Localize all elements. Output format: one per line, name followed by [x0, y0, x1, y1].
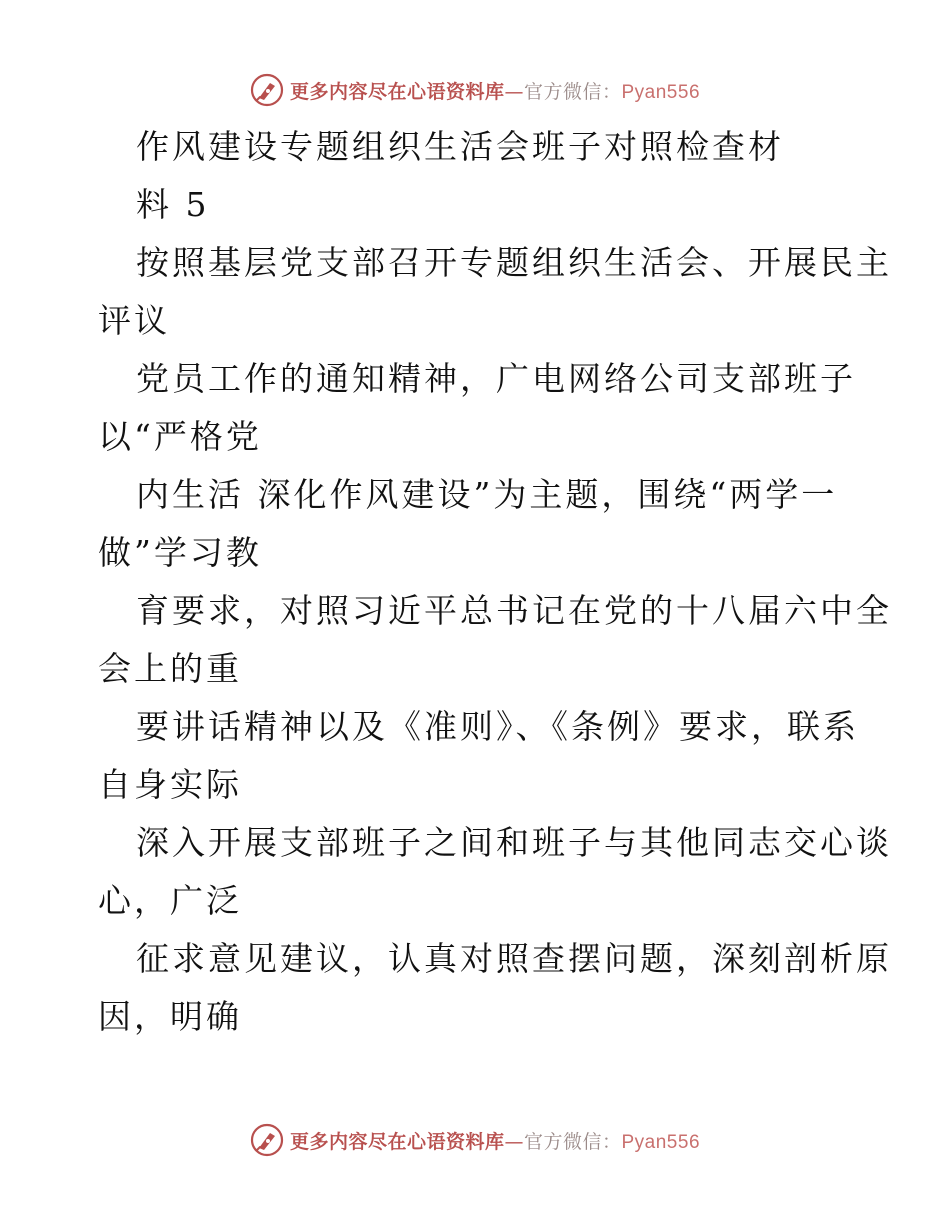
header-dash: — [504, 80, 524, 103]
footer-banner-text [290, 1127, 700, 1154]
pen-nib-logo-icon [250, 73, 284, 107]
footer-banner [0, 1122, 950, 1158]
text-line: 做”学习教 [98, 533, 262, 572]
text-line: 要讲话精神以及《准则》、《条例》要求，联系 [136, 707, 859, 746]
header-wechat-id: Pyan556 [621, 81, 701, 103]
text-line: 作风建设专题组织生活会班子对照检查材 [136, 127, 784, 166]
footer-site-text: 更多内容尽在心语资料库 [289, 1130, 505, 1153]
text-line: 心，广泛 [98, 881, 242, 920]
header-banner-inner [250, 73, 700, 107]
header-wechat-label: 官方微信： [523, 80, 622, 103]
text-line: 评议 [98, 301, 170, 340]
header-site-text: 更多内容尽在心语资料库 [289, 80, 505, 103]
header-banner-text [290, 77, 700, 104]
footer-wechat-id: Pyan556 [621, 1131, 701, 1153]
document-body [98, 118, 892, 1046]
text-line: 自身实际 [98, 765, 242, 804]
footer-banner-inner [250, 1123, 700, 1157]
text-line: 育要求，对照习近平总书记在党的十八届六中全 [136, 591, 892, 630]
footer-wechat-label: 官方微信： [523, 1130, 622, 1153]
text-line: 因，明确 [98, 997, 242, 1036]
text-line: 内生活 深化作风建设”为主题，围绕“两学一 [136, 475, 838, 514]
text-line: 按照基层党支部召开专题组织生活会、开展民主 [136, 243, 892, 282]
text-line: 党员工作的通知精神，广电网络公司支部班子 [136, 359, 856, 398]
pen-nib-logo-icon [250, 1123, 284, 1157]
footer-dash: — [504, 1130, 524, 1153]
header-banner [0, 72, 950, 108]
text-line: 会上的重 [98, 649, 242, 688]
text-line: 以“严格党 [98, 417, 262, 456]
text-line: 深入开展支部班子之间和班子与其他同志交心谈 [136, 823, 892, 862]
text-line: 征求意见建议，认真对照查摆问题，深刻剖析原 [136, 939, 892, 978]
text-line: 料 5 [136, 185, 210, 224]
